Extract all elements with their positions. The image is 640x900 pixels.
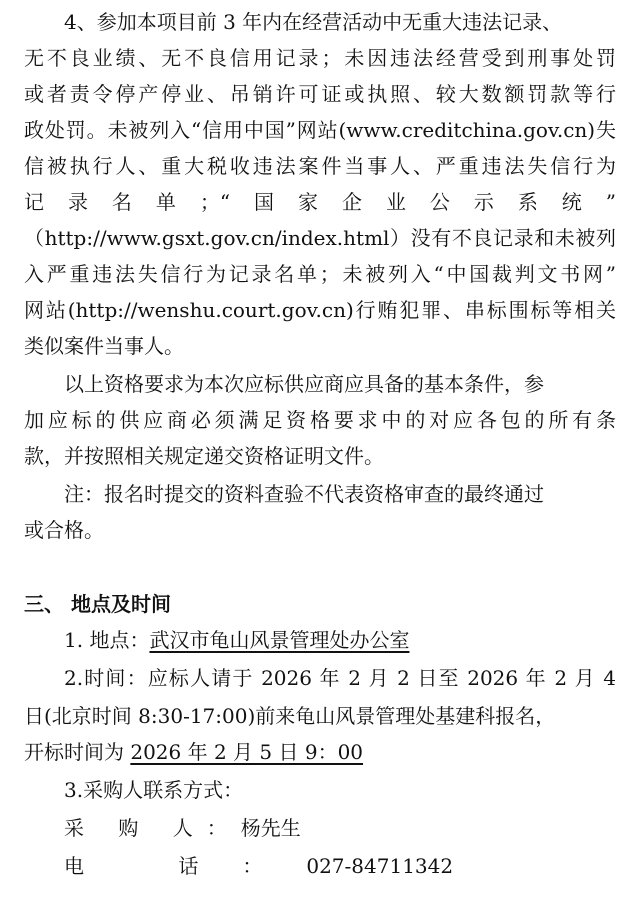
item4-line-5: 信被执行人、重大税收违法案件当事人、严重违法失信行为	[24, 154, 616, 178]
location-row	[64, 622, 616, 658]
item4-line-9: 网站(http://wenshu.court.gov.cn)行贿犯罪、串标围标等相关	[24, 298, 616, 322]
note-line-2: 或合格。	[24, 518, 104, 542]
location-value: 武汉市龟山风景管理处办公室	[149, 628, 410, 652]
note-line-1: 注：报名时提交的资料查验不代表资格审查的最终通过	[64, 482, 544, 506]
contact-title: 3.采购人联系方式：	[64, 778, 244, 802]
item4-line-10: 类似案件当事人。	[24, 334, 184, 358]
item4-line-7: （http://www.gsxt.gov.cn/index.html）没有不良记录和未被列	[24, 226, 616, 250]
opening-label: 开标时间为	[24, 740, 131, 764]
phone-value: 027-84711342	[306, 854, 454, 878]
item4-line-8: 入严重违法失信行为记录名单；未被列入“中国裁判文书网”	[24, 262, 616, 286]
phone-row	[64, 848, 616, 884]
summary-line-3: 款，并按照相关规定递交资格证明文件。	[24, 444, 384, 468]
time-line-2: 日(北京时间 8:30-17:00)前来龟山风景管理处基建科报名，	[24, 704, 556, 728]
item4-line-2: 无不良业绩、无不良信用记录；未因违法经营受到刑事处罚	[24, 46, 616, 70]
opening-row	[24, 734, 616, 770]
purchaser-row	[64, 810, 616, 846]
purchaser-label: 采 购 人：	[64, 816, 241, 840]
purchaser-value: 杨先生	[240, 816, 301, 840]
phone-label: 电 话：	[64, 854, 307, 878]
time-line-1: 2.时间：应标人请于 2026 年 2 月 2 日至 2026 年 2 月 4	[64, 666, 616, 690]
summary-line-1: 以上资格要求为本次应标供应商应具备的基本条件，参	[64, 372, 544, 396]
location-label: 1. 地点：	[64, 628, 150, 652]
item4-line-4: 政处罚。未被列入“信用中国”网站(www.creditchina.gov.cn)失	[24, 118, 616, 142]
item4-line-3: 或者责令停产停业、吊销许可证或执照、较大数额罚款等行	[24, 82, 616, 106]
item4-line-1: 4、参加本项目前 3 年内在经营活动中无重大违法记录、	[64, 10, 563, 34]
summary-line-2: 加应标的供应商必须满足资格要求中的对应各包的所有条	[24, 408, 616, 432]
section3-heading: 三、 地点及时间	[24, 592, 171, 616]
item4-line-6: 记录名单；“国家企业公示系统”	[24, 190, 616, 214]
opening-value: 2026 年 2 月 5 日 9：00	[130, 740, 364, 764]
